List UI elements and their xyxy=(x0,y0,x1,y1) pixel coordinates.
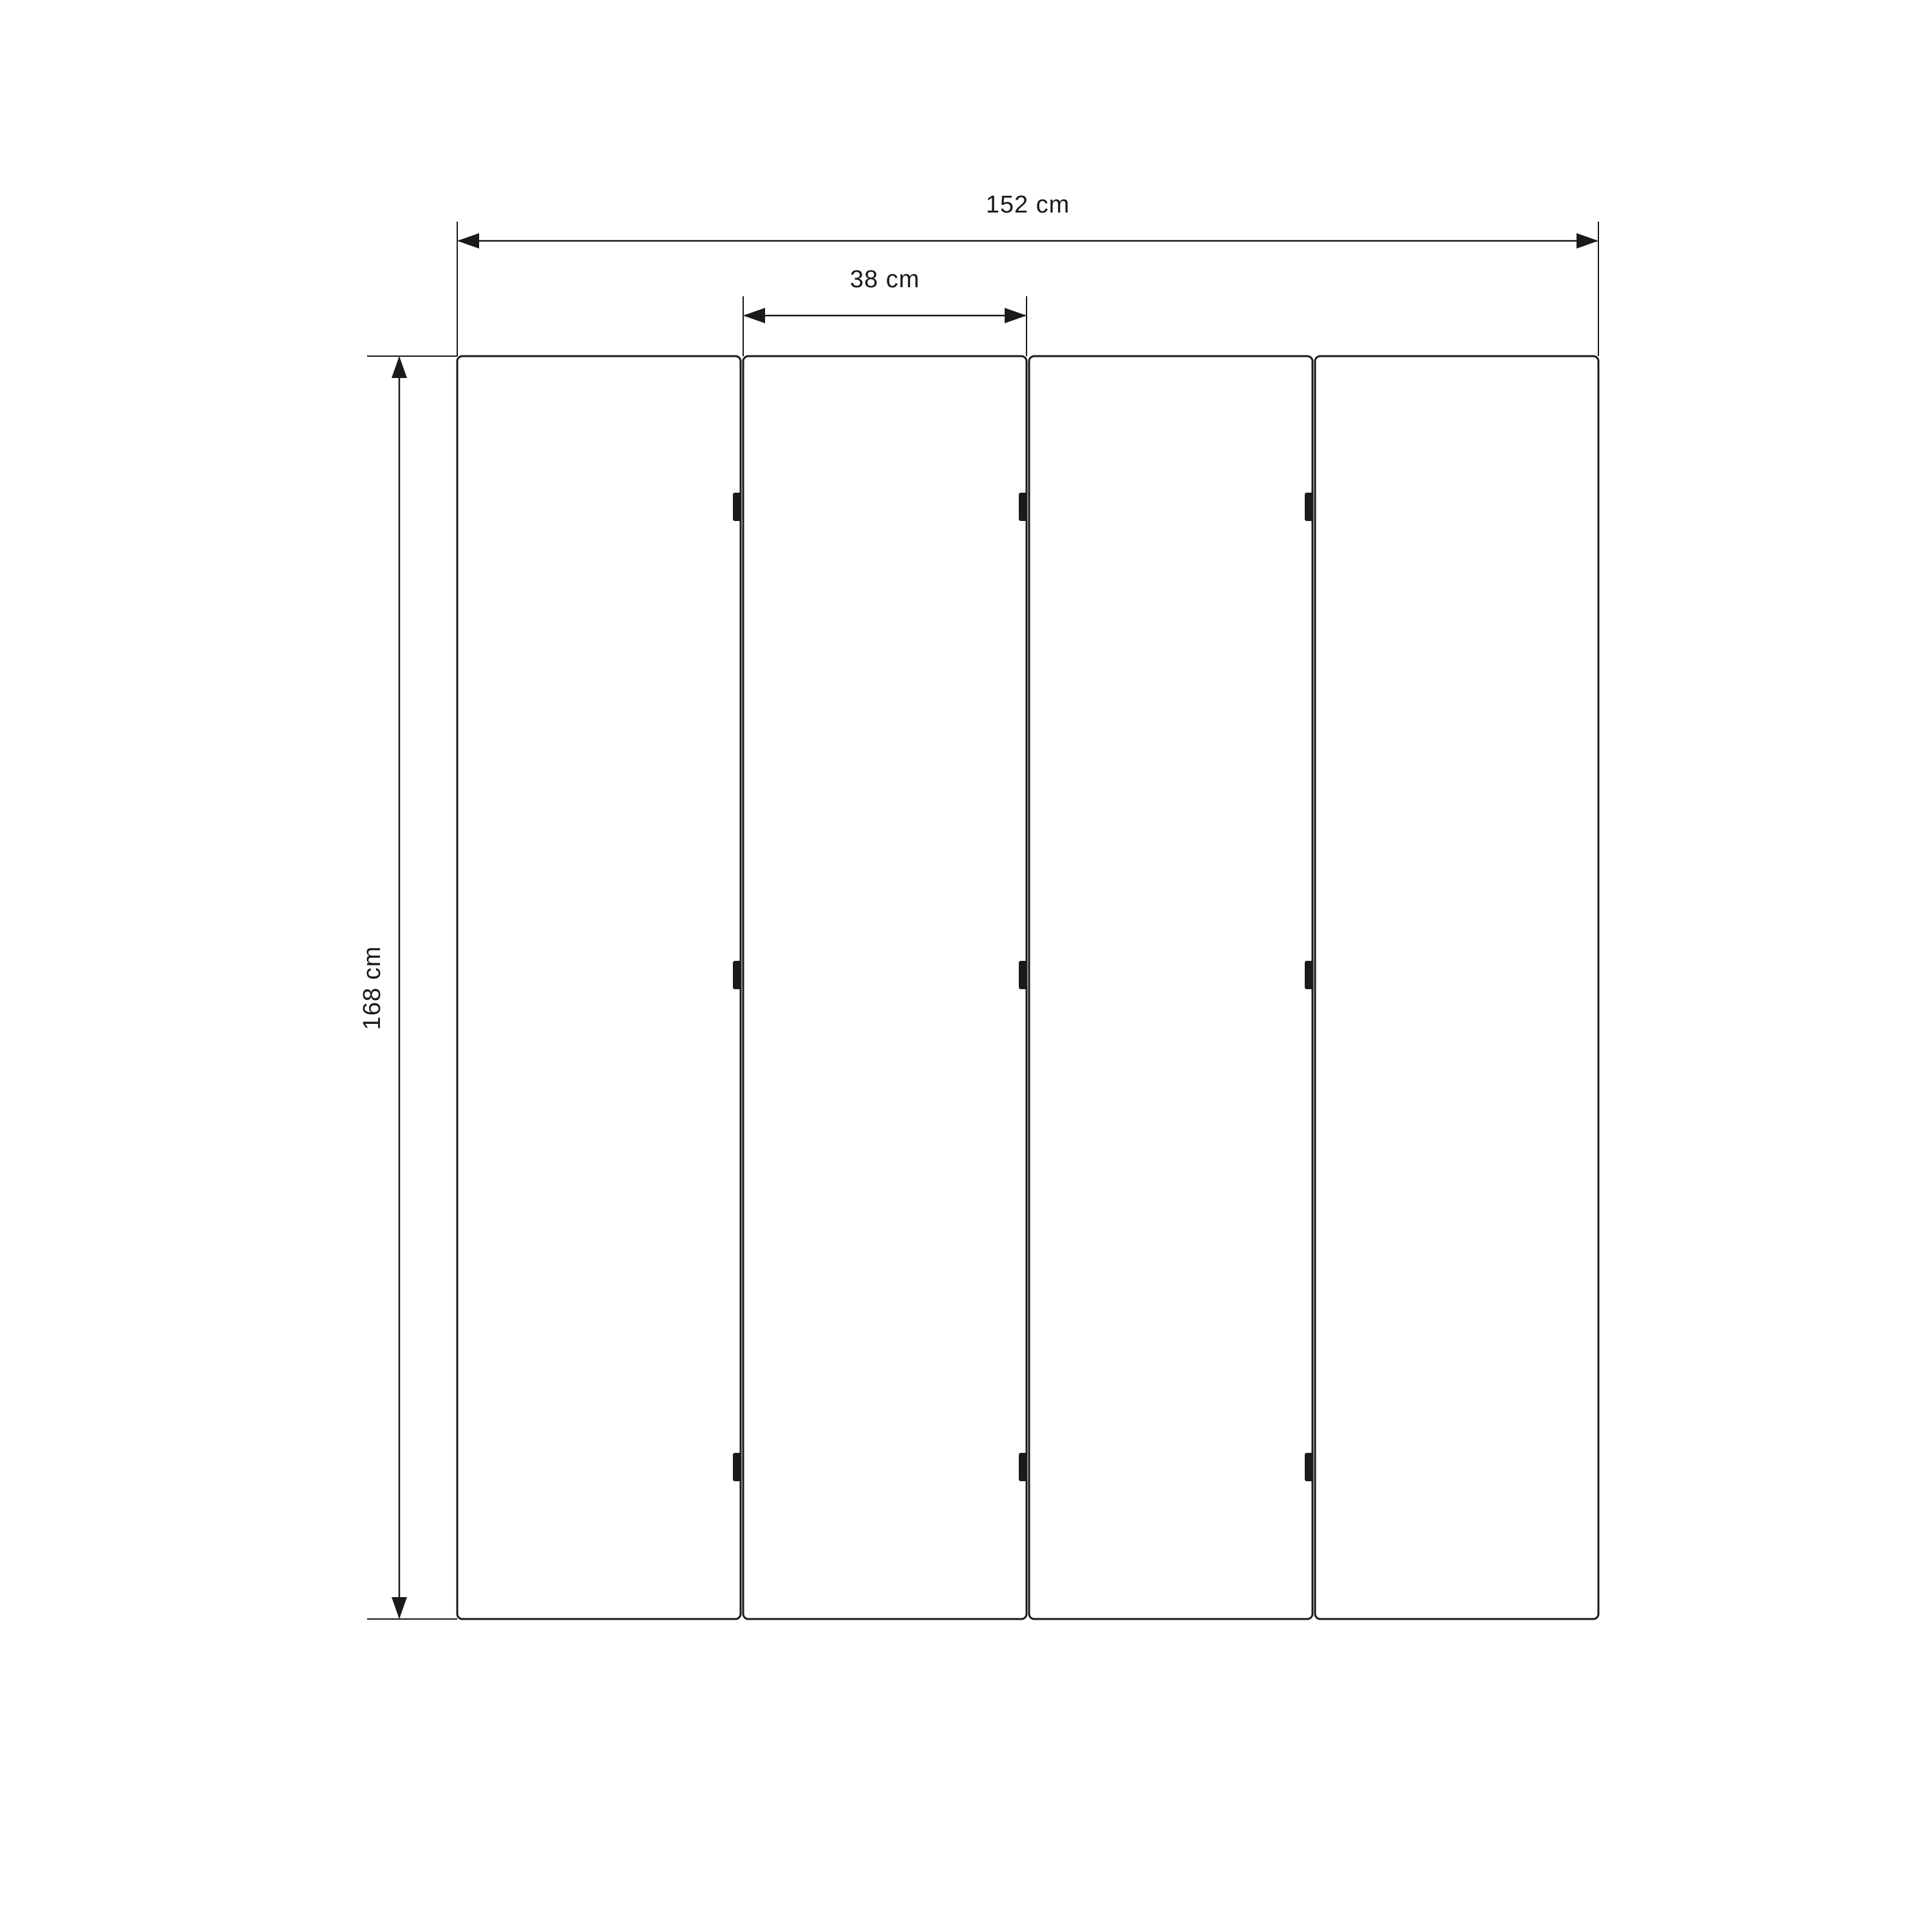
panel-width-arrow-left xyxy=(743,308,765,323)
height-arrow-top xyxy=(392,356,407,378)
panel-2 xyxy=(743,356,1027,1619)
hinge-joint-3-top xyxy=(1305,493,1313,521)
hinge-joint-1-bottom xyxy=(733,1453,741,1481)
panel-4 xyxy=(1315,356,1598,1619)
hinge-joint-3-bottom xyxy=(1305,1453,1313,1481)
hinge-joint-2-top xyxy=(1019,493,1027,521)
hinge-joint-2-bottom xyxy=(1019,1453,1027,1481)
hinge-joint-1-top xyxy=(733,493,741,521)
height-label: 168 cm xyxy=(359,945,386,1030)
hinge-joint-1-middle xyxy=(733,961,741,989)
height-arrow-bottom xyxy=(392,1597,407,1619)
panel-width-label: 38 cm xyxy=(849,266,920,293)
panel-1 xyxy=(457,356,741,1619)
total-width-arrow-left xyxy=(457,233,479,249)
panel-3 xyxy=(1029,356,1312,1619)
total-width-arrow-right xyxy=(1577,233,1598,249)
panel-width-dimension xyxy=(743,296,1027,356)
panel-width-arrow-right xyxy=(1005,308,1027,323)
panel-group xyxy=(457,356,1598,1619)
hinge-joint-3-middle xyxy=(1305,961,1313,989)
total-width-dimension xyxy=(457,222,1598,356)
total-width-label: 152 cm xyxy=(985,191,1070,218)
hinge-joint-2-middle xyxy=(1019,961,1027,989)
